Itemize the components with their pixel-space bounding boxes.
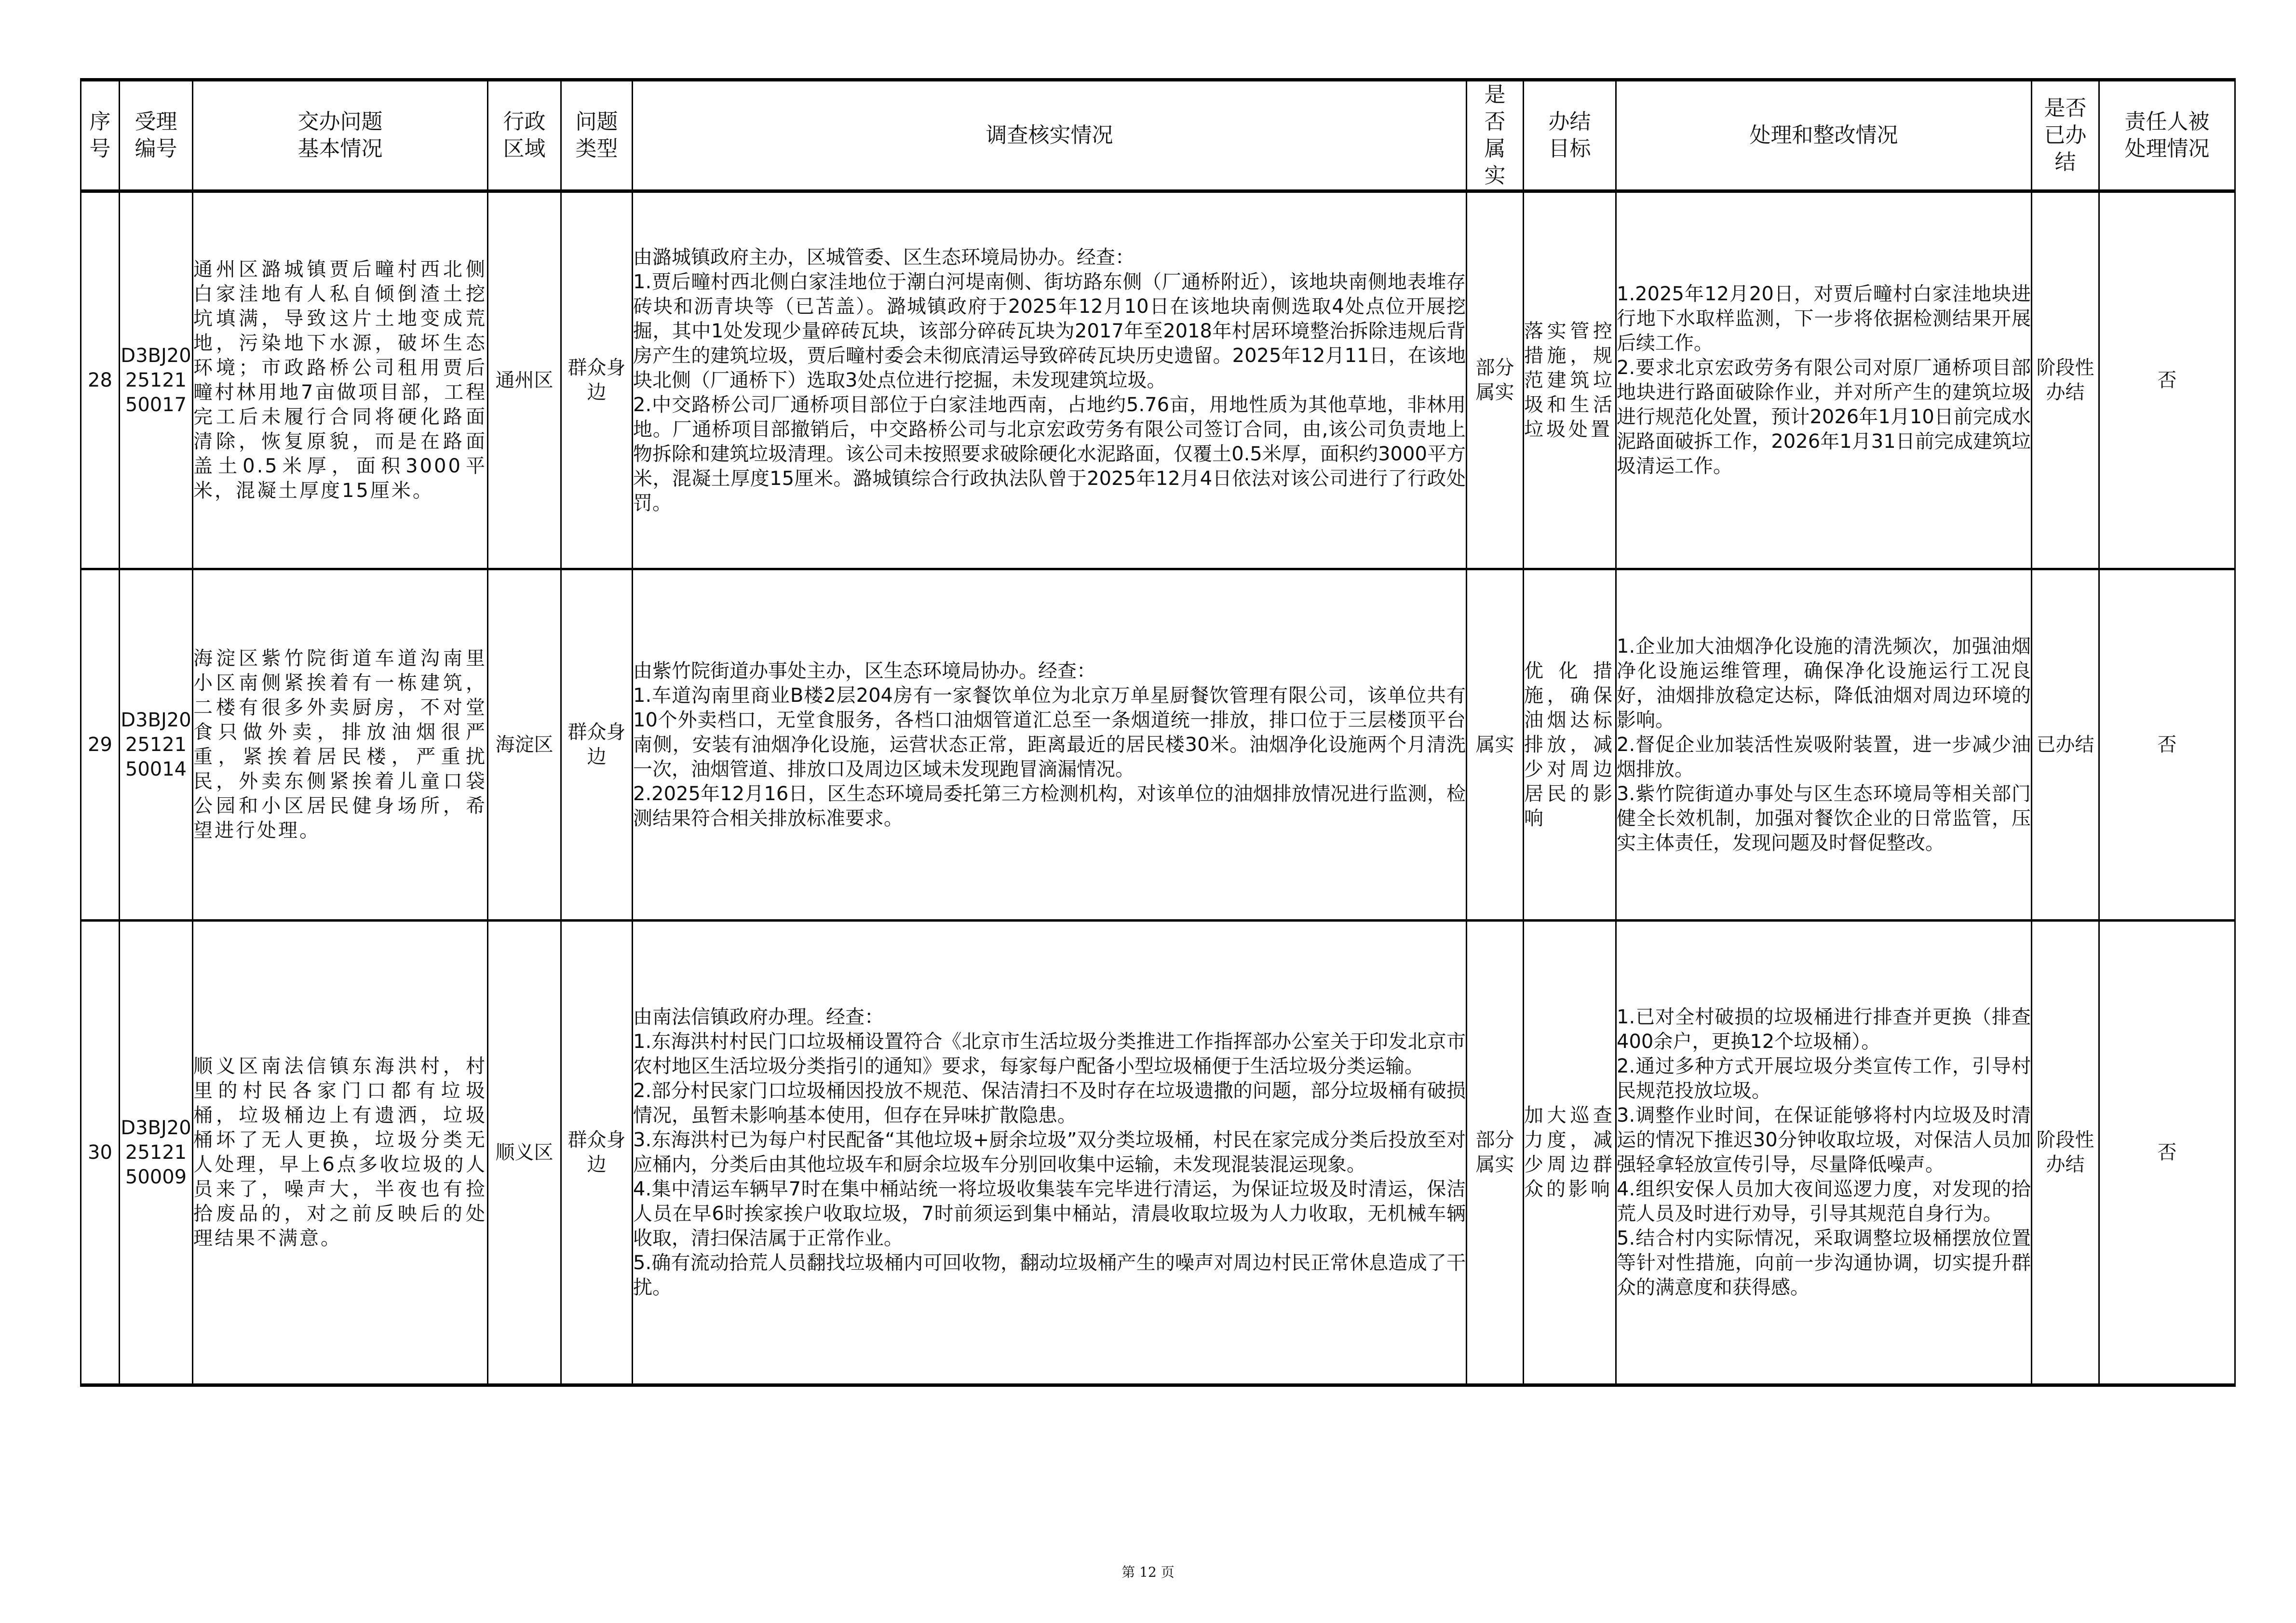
cell-goal: 优化措施，确保油烟达标排放，减少对周边居民的影响 <box>1524 569 1616 921</box>
rectification-para: 3.调整作业时间，在保证能够将村内垃圾及时清运的情况下推迟30分钟收取垃圾，对保洁人员加强轻拿轻放宣传引导，尽量降低噪声。 <box>1617 1104 2031 1176</box>
header-seq: 序号 <box>81 80 120 191</box>
header-issue-type: 问题类型 <box>561 80 633 191</box>
cell-case-id: D3BJ202512150017 <box>120 191 193 569</box>
cell-accountability: 否 <box>2099 191 2235 569</box>
rectification-para: 2.督促企业加装活性炭吸附装置，进一步减少油烟排放。 <box>1617 733 2031 780</box>
cell-issue: 海淀区紫竹院街道车道沟南里小区南侧紧挨着有一栋建筑，二楼有很多外卖厨房，不对堂食只做外卖，排放油烟很严重，紧挨着居民楼，严重扰民，外卖东侧紧挨着儿童口袋公园和小区居民健身场所，希望进行处理。 <box>193 569 488 921</box>
cell-issue-type: 群众身边 <box>561 569 633 921</box>
investigation-para: 由南法信镇政府办理。经查： <box>633 1006 884 1028</box>
cell-case-id: D3BJ202512150014 <box>120 569 193 921</box>
cell-issue-type: 群众身边 <box>561 191 633 569</box>
cell-goal: 加大巡查力度，减少周边群众的影响 <box>1524 921 1616 1385</box>
header-is-done: 是否已办结 <box>2032 80 2099 191</box>
investigation-para: 由潞城镇政府主办，区城管委、区生态环境局协办。经查： <box>633 246 1134 268</box>
header-is-true: 是否属实 <box>1467 80 1524 191</box>
rectification-para: 5.结合村内实际情况，采取调整垃圾桶摆放位置等针对性措施，向前一步沟通协调，切实提升群众的满意度和获得感。 <box>1617 1227 2031 1299</box>
rectification-para: 4.组织安保人员加大夜间巡逻力度，对发现的拾荒人员及时进行劝导，引导其规范自身行为。 <box>1617 1178 2031 1225</box>
cell-region: 通州区 <box>488 191 561 569</box>
rectification-para: 2.通过多种方式开展垃圾分类宣传工作，引导村民规范投放垃圾。 <box>1617 1055 2031 1102</box>
cell-rectification <box>1616 191 2032 569</box>
cell-is-true: 属实 <box>1467 569 1524 921</box>
table-row <box>81 569 2235 921</box>
investigation-para: 1.东海洪村村民门口垃圾桶设置符合《北京市生活垃圾分类推进工作指挥部办公室关于印发北京市农村地区生活垃圾分类指引的通知》要求，每家每户配备小型垃圾桶便于生活垃圾分类运输。 <box>633 1031 1466 1077</box>
investigation-para: 由紫竹院街道办事处主办，区生态环境局协办。经查： <box>633 659 1096 682</box>
investigation-para: 1.车道沟南里商业B楼2层204房有一家餐饮单位为北京万单星厨餐饮管理有限公司，该单位共有10个外卖档口，无堂食服务，各档口油烟管道汇总至一条烟道统一排放，排口位于三层楼顶平台南侧，安装有油烟净化设施，运营状态正常，距离最近的居民楼30米。油烟净化设施两个月清洗一次，油烟管道、排放口及周边区域未发现跑冒滴漏情况。 <box>633 684 1466 780</box>
table-row <box>81 921 2235 1385</box>
header-investigation: 调查核实情况 <box>633 80 1467 191</box>
cell-goal: 落实管控措施，规范建筑垃圾和生活垃圾处置 <box>1524 191 1616 569</box>
investigation-para: 1.贾后疃村西北侧白家洼地位于潮白河堤南侧、街坊路东侧（厂通桥附近），该地块南侧地表堆存砖块和沥青块等（已苫盖）。潞城镇政府于2025年12月10日在该地块南侧选取4处点位开展挖掘，其中1处发现少量碎砖瓦块，该部分碎砖瓦块为2017年至2018年村居环境整治拆除违规后背房产生的建筑垃圾，贾后疃村委会未彻底清运导致碎砖瓦块历史遗留。2025年12月11日，在该地块北侧（厂通桥下）选取3处点位进行挖掘，未发现建筑垃圾。 <box>633 270 1466 391</box>
investigation-para: 2.2025年12月16日，区生态环境局委托第三方检测机构，对该单位的油烟排放情况进行监测，检测结果符合相关排放标准要求。 <box>633 782 1466 830</box>
cell-seq: 28 <box>81 191 120 569</box>
rectification-para: 1.2025年12月20日，对贾后疃村白家洼地块进行地下水取样监测，下一步将依据检测结果开展后续工作。 <box>1617 283 2031 354</box>
cell-issue-type: 群众身边 <box>561 921 633 1385</box>
cell-issue: 顺义区南法信镇东海洪村，村里的村民各家门口都有垃圾桶，垃圾桶边上有遗洒，垃圾桶坏了无人更换，垃圾分类无人处理，早上6点多收垃圾的人员来了，噪声大，半夜也有捡拾废品的，对之前反映后的处理结果不满意。 <box>193 921 488 1385</box>
cell-case-id: D3BJ202512150009 <box>120 921 193 1385</box>
cell-region: 顺义区 <box>488 921 561 1385</box>
header-region: 行政区域 <box>488 80 561 191</box>
cell-is-done: 阶段性办结 <box>2032 191 2099 569</box>
table-row <box>81 191 2235 569</box>
cell-issue: 通州区潞城镇贾后疃村西北侧白家洼地有人私自倾倒渣土挖坑填满，导致这片土地变成荒地，污染地下水源，破坏生态环境；市政路桥公司租用贾后疃村林用地7亩做项目部，工程完工后未履行合同将硬化路面清除，恢复原貌，而是在路面盖土0.5米厚，面积3000平米，混凝土厚度15厘米。 <box>193 191 488 569</box>
cell-accountability: 否 <box>2099 569 2235 921</box>
investigation-para: 3.东海洪村已为每户村民配备“其他垃圾+厨余垃圾”双分类垃圾桶，村民在家完成分类后投放至对应桶内，分类后由其他垃圾车和厨余垃圾车分别回收集中运输，未发现混装混运现象。 <box>633 1129 1466 1176</box>
header-issue: 交办问题基本情况 <box>193 80 488 191</box>
cell-investigation <box>633 191 1467 569</box>
cell-investigation <box>633 569 1467 921</box>
cell-is-true: 部分属实 <box>1467 191 1524 569</box>
case-table <box>80 78 2236 1387</box>
cell-investigation <box>633 921 1467 1385</box>
cell-is-true: 部分属实 <box>1467 921 1524 1385</box>
page-number: 第 12 页 <box>1121 1564 1175 1580</box>
cell-rectification <box>1616 569 2032 921</box>
cell-rectification <box>1616 921 2032 1385</box>
cell-is-done: 已办结 <box>2032 569 2099 921</box>
header-case-id: 受理编号 <box>120 80 193 191</box>
cell-seq: 30 <box>81 921 120 1385</box>
cell-is-done: 阶段性办结 <box>2032 921 2099 1385</box>
investigation-para: 2.中交路桥公司厂通桥项目部位于白家洼地西南，占地约5.76亩，用地性质为其他草地，非林用地。厂通桥项目部撤销后，中交路桥公司与北京宏政劳务有限公司签订合同，由,该公司负责地上物拆除和建筑垃圾清理。该公司未按照要求破除硬化水泥路面，仅覆土0.5米厚，面积约3000平方米，混凝土厚度15厘米。潞城镇综合行政执法队曾于2025年12月4日依法对该公司进行了行政处罚。 <box>633 393 1466 514</box>
rectification-para: 3.紫竹院街道办事处与区生态环境局等相关部门健全长效机制，加强对餐饮企业的日常监管，压实主体责任，发现问题及时督促整改。 <box>1617 782 2031 854</box>
cell-seq: 29 <box>81 569 120 921</box>
header-accountability: 责任人被处理情况 <box>2099 80 2235 191</box>
investigation-para: 5.确有流动拾荒人员翻找垃圾桶内可回收物，翻动垃圾桶产生的噪声对周边村民正常休息造成了干扰。 <box>633 1252 1466 1299</box>
rectification-para: 1.已对全村破损的垃圾桶进行排查并更换（排查400余户，更换12个垃圾桶）。 <box>1617 1006 2031 1053</box>
cell-region: 海淀区 <box>488 569 561 921</box>
table-header-row <box>81 80 2235 191</box>
rectification-para: 1.企业加大油烟净化设施的清洗频次，加强油烟净化设施运维管理，确保净化设施运行工况良好，油烟排放稳定达标，降低油烟对周边环境的影响。 <box>1617 635 2031 731</box>
header-rectification: 处理和整改情况 <box>1616 80 2032 191</box>
investigation-para: 4.集中清运车辆早7时在集中桶站统一将垃圾收集装车完毕进行清运，为保证垃圾及时清运，保洁人员在早6时挨家挨户收取垃圾，7时前须运到集中桶站，清晨收取垃圾为人力收取，无机械车辆收取，清扫保洁属于正常作业。 <box>633 1178 1466 1249</box>
investigation-para: 2.部分村民家门口垃圾桶因投放不规范、保洁清扫不及时存在垃圾遗撒的问题，部分垃圾桶有破损情况，虽暂未影响基本使用，但存在异味扩散隐患。 <box>633 1080 1466 1127</box>
header-goal: 办结目标 <box>1524 80 1616 191</box>
rectification-para: 2.要求北京宏政劳务有限公司对原厂通桥项目部地块进行路面破除作业，并对所产生的建筑垃圾进行规范化处置，预计2026年1月10日前完成水泥路面破拆工作，2026年1月31日前完成建筑垃圾清运工作。 <box>1617 357 2031 477</box>
cell-accountability: 否 <box>2099 921 2235 1385</box>
